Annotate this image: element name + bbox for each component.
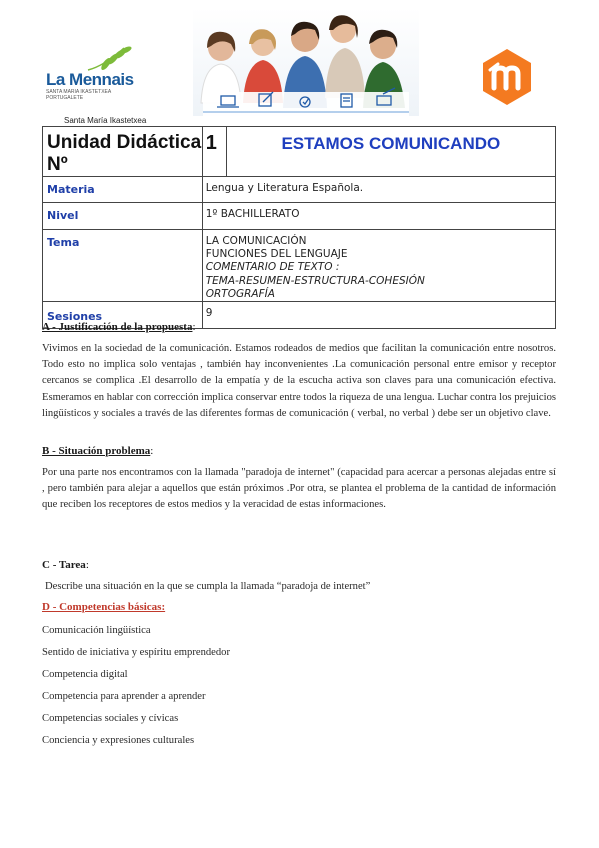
moodle-logo (478, 48, 536, 106)
section-c-title: C - Tarea: (42, 559, 89, 571)
tema-line: ORTOGRAFÍA (205, 287, 275, 300)
unit-label: Unidad Didáctica Nº (43, 127, 203, 177)
tema-line: LA COMUNICACIÓN (205, 235, 307, 247)
competencia-item: Conciencia y expresiones culturales (42, 735, 195, 746)
nivel-label: Nivel (43, 203, 203, 230)
tema-line: COMENTARIO DE TEXTO : (205, 261, 340, 274)
materia-label: Materia (43, 177, 203, 203)
unit-info-table (42, 126, 556, 329)
la-mennais-logo (44, 44, 154, 100)
tema-line: FUNCIONES DEL LENGUAJE (205, 248, 348, 261)
competencia-item: Competencia para aprender a aprender (42, 691, 206, 702)
logo-wordmark: La Mennais (46, 70, 134, 89)
school-name: Santa María Ikastetxea (64, 116, 147, 125)
section-c-text: Describe una situación en la que se cumpla la llamada “paradoja de internet” (45, 581, 371, 592)
tema-line: TEMA-RESUMEN-ESTRUCTURA-COHESIÓN (205, 274, 425, 287)
competencia-item: Competencia digital (42, 669, 128, 680)
competencia-item: Sentido de iniciativa y espíritu emprendedor (42, 647, 230, 658)
section-d-title: D - Competencias básicas: (42, 601, 166, 613)
page-header (0, 0, 599, 126)
sesiones-value: 9 (202, 302, 555, 329)
logo-tagline: SANTA MARIA IKASTETXEA PORTUGALETE (46, 89, 111, 101)
competencia-item: Competencias sociales y cívicas (42, 713, 179, 724)
sesiones-label: Sesiones (43, 302, 203, 329)
unit-number: 1 (202, 127, 226, 177)
tema-label: Tema (43, 230, 203, 302)
materia-value: Lengua y Literatura Española. (202, 177, 555, 203)
section-b-text: Por una parte nos encontramos con la llamada "paradoja de internet" (capacidad para acercar a personas alejadas entre sí , pero también para alejar a aquellos que están próximos .Por otra, se plantea el problema de la cantidad de información que reciben los receptores de estos medios y la veracidad de estas informaciones. (42, 467, 556, 511)
nivel-value: 1º BACHILLERATO (202, 203, 555, 230)
section-a-text: Vivimos en la sociedad de la comunicación. Estamos rodeados de medios que facilitan la comunicación entre nosotros. Todo esto no implica solo ventajas , también hay inconvenientes .La comunicación personal entre emisor y receptor cercanos se complica .El desarrollo de la empatía y de la escucha activa son claves para una comunicación efectiva. Esmeramos en hablar con corrección implica conservar entre todos la riqueza de una lengua. Luchar contra los prejuicios lingüísticos y sociales a través de las diferentes formas de comunicación ( verbal, no verbal ) debe ser un objetivo clave. (42, 343, 556, 419)
section-a-title: A - Justificación de la propuesta: (42, 321, 196, 333)
tema-value (202, 230, 555, 302)
unit-title: ESTAMOS COMUNICANDO (226, 127, 555, 177)
competencia-item: Comunicación lingüística (42, 625, 151, 636)
students-photo (193, 8, 419, 116)
section-b-title: B - Situación problema: (42, 445, 154, 457)
